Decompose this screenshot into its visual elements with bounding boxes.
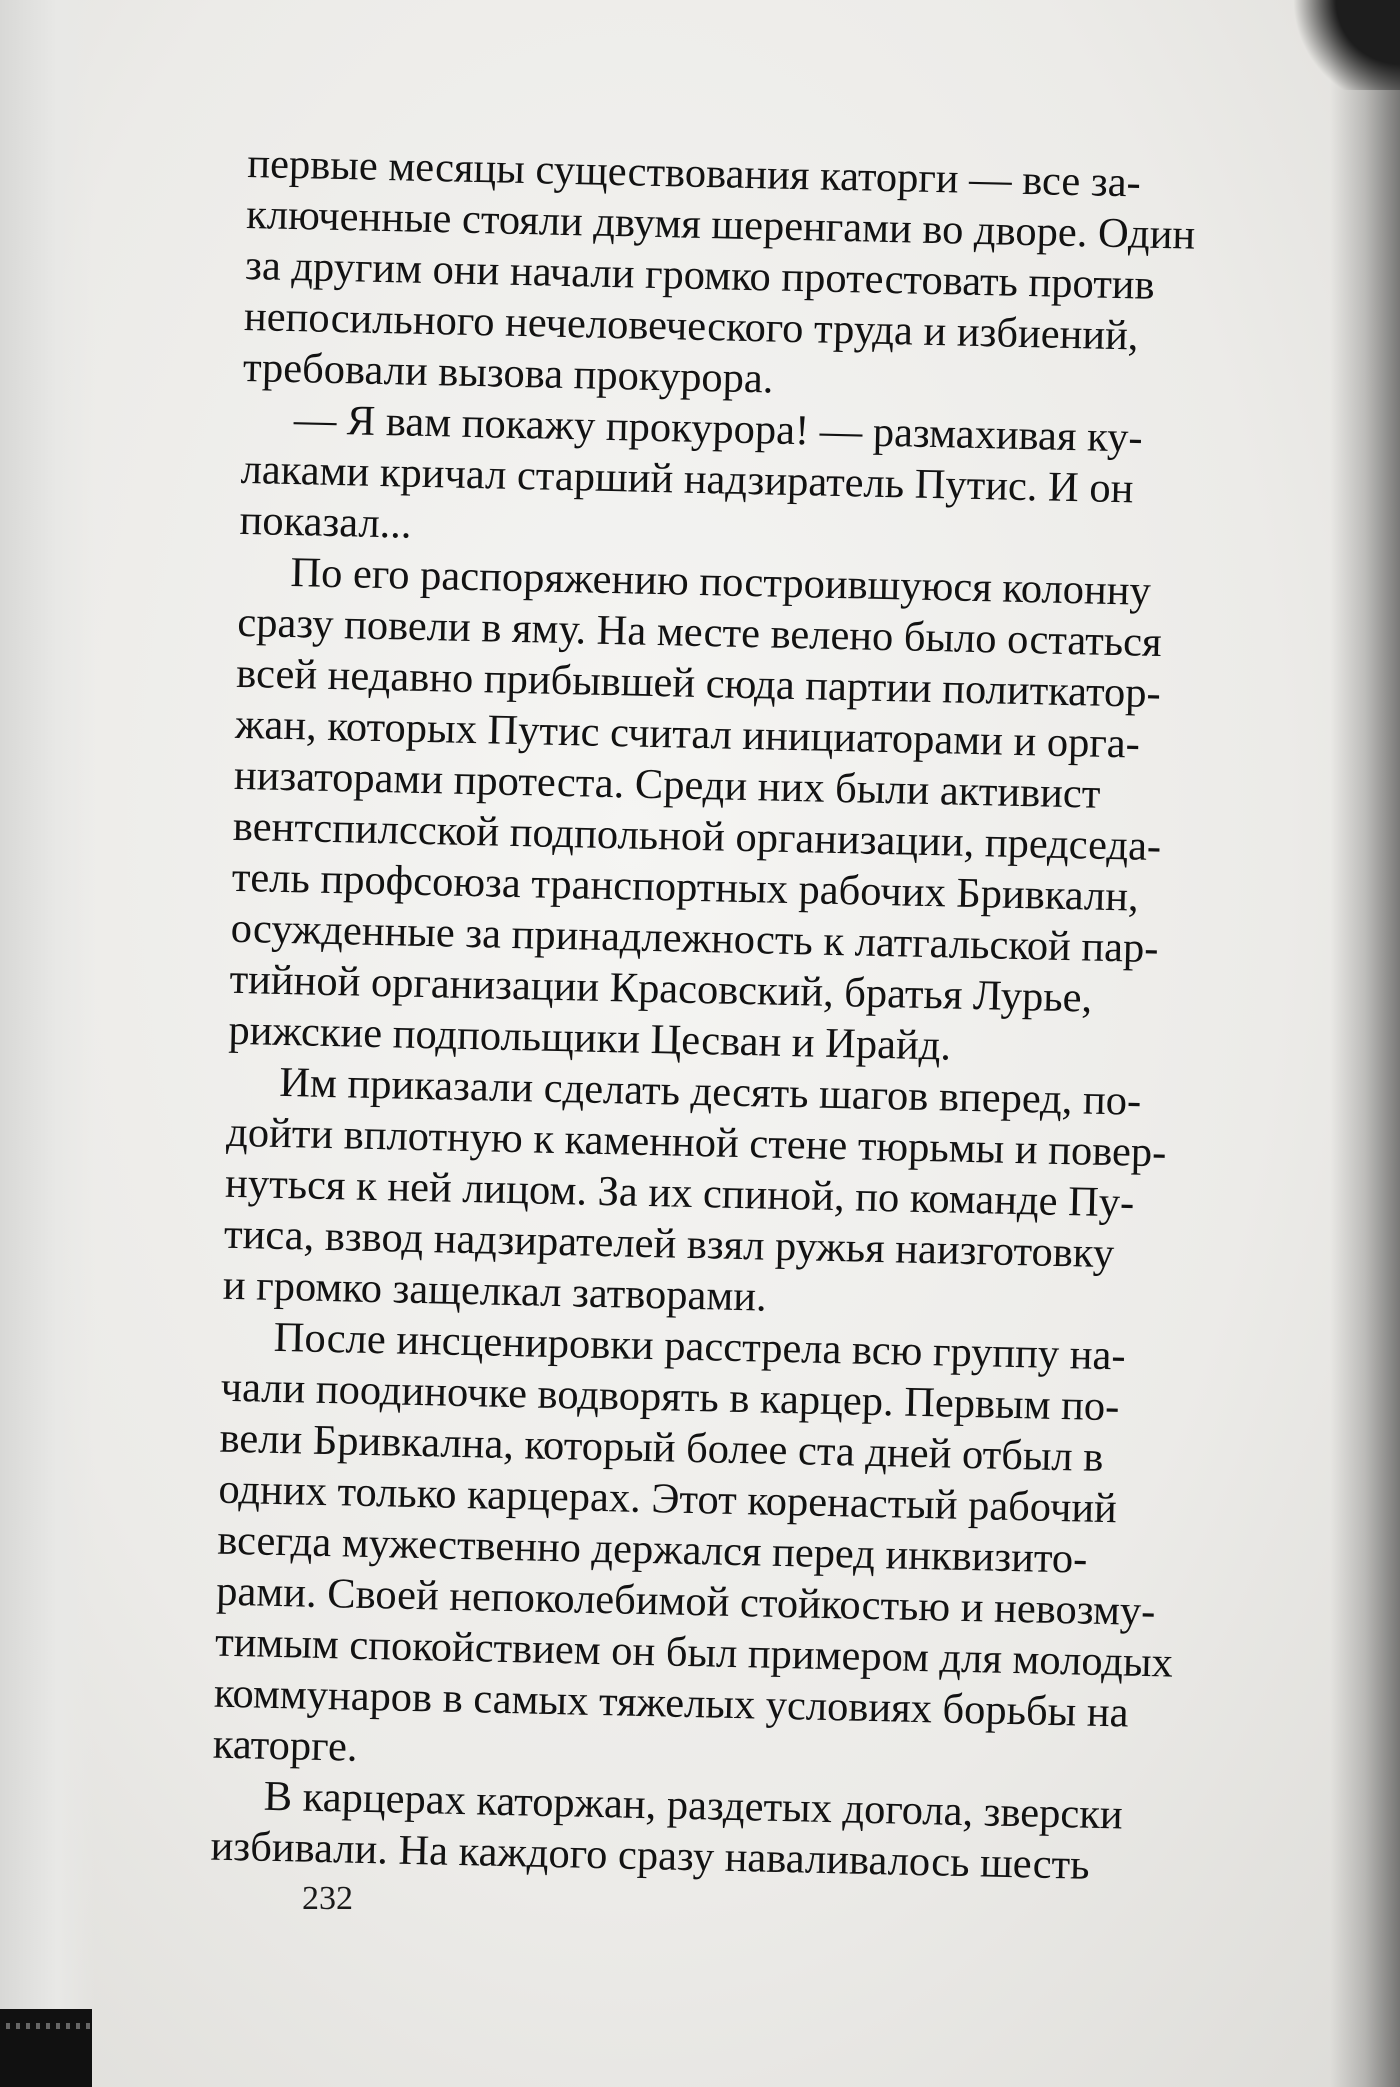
body-text xyxy=(210,138,1373,1896)
paragraph-1: первые месяцы существования каторги — все за- ключенные стояли двумя шеренгами во дворе. Один за другим они начали громко протестовать против непосильного нечеловеческого труда и избиений, требовали вызова прокурора. xyxy=(242,139,1196,403)
paragraph-5: После инсценировки расстрела всю группу на- чали поодиночке водворять в карцер. Первым по- вели Бривкална, который более ста дней отбыл в одних только карцерах. Этот коренастый рабочий всегда мужественно держался перед инквизито- рами. Своей непоколебимой стойкостью и невозму- тимым спокойствием он был примером для молодых коммунаров в самых тяжелых условиях борьбы на каторге. xyxy=(212,1313,1174,1771)
paragraph-6: В карцерах каторжан, раздетых догола, зверски избивали. На каждого сразу наваливалось шесть xyxy=(210,1772,1124,1889)
paragraph-3: По его распоряжению построившуюся колонну сразу повели в яму. На месте велено было остаться всей недавно прибывшей сюда партии политкатор- жан, которых Путис считал инициаторами и орга- низаторами протеста. Среди них были активист вентспилсской подпольной организации, председа- тель профсоюза транспортных рабочих Бривкалн, осужденные за принадлежность к латгальской пар- тийной организации Красовский, братья Лурье, рижские подпольщики Цесван и Ирайд. xyxy=(228,549,1163,1070)
page-number: 232 xyxy=(302,1880,353,1917)
page-gutter-shadow xyxy=(0,0,95,2087)
paragraph-2: — Я вам покажу прокурора! — размахивая ку- лаками кричал старший надзиратель Путис. И он показал... xyxy=(239,396,1144,548)
paragraph-4: Им приказали сделать десять шагов вперед, по- дойти вплотную к каменной стене тюрьмы и повер- нуться к ней лицом. За их спиной, по команде Пу- тиса, взвод надзирателей взял ружья наизготовку и громко защелкал затворами. xyxy=(222,1058,1167,1321)
page-corner-shadow xyxy=(1290,0,1400,90)
binding-mark xyxy=(0,2009,92,2087)
